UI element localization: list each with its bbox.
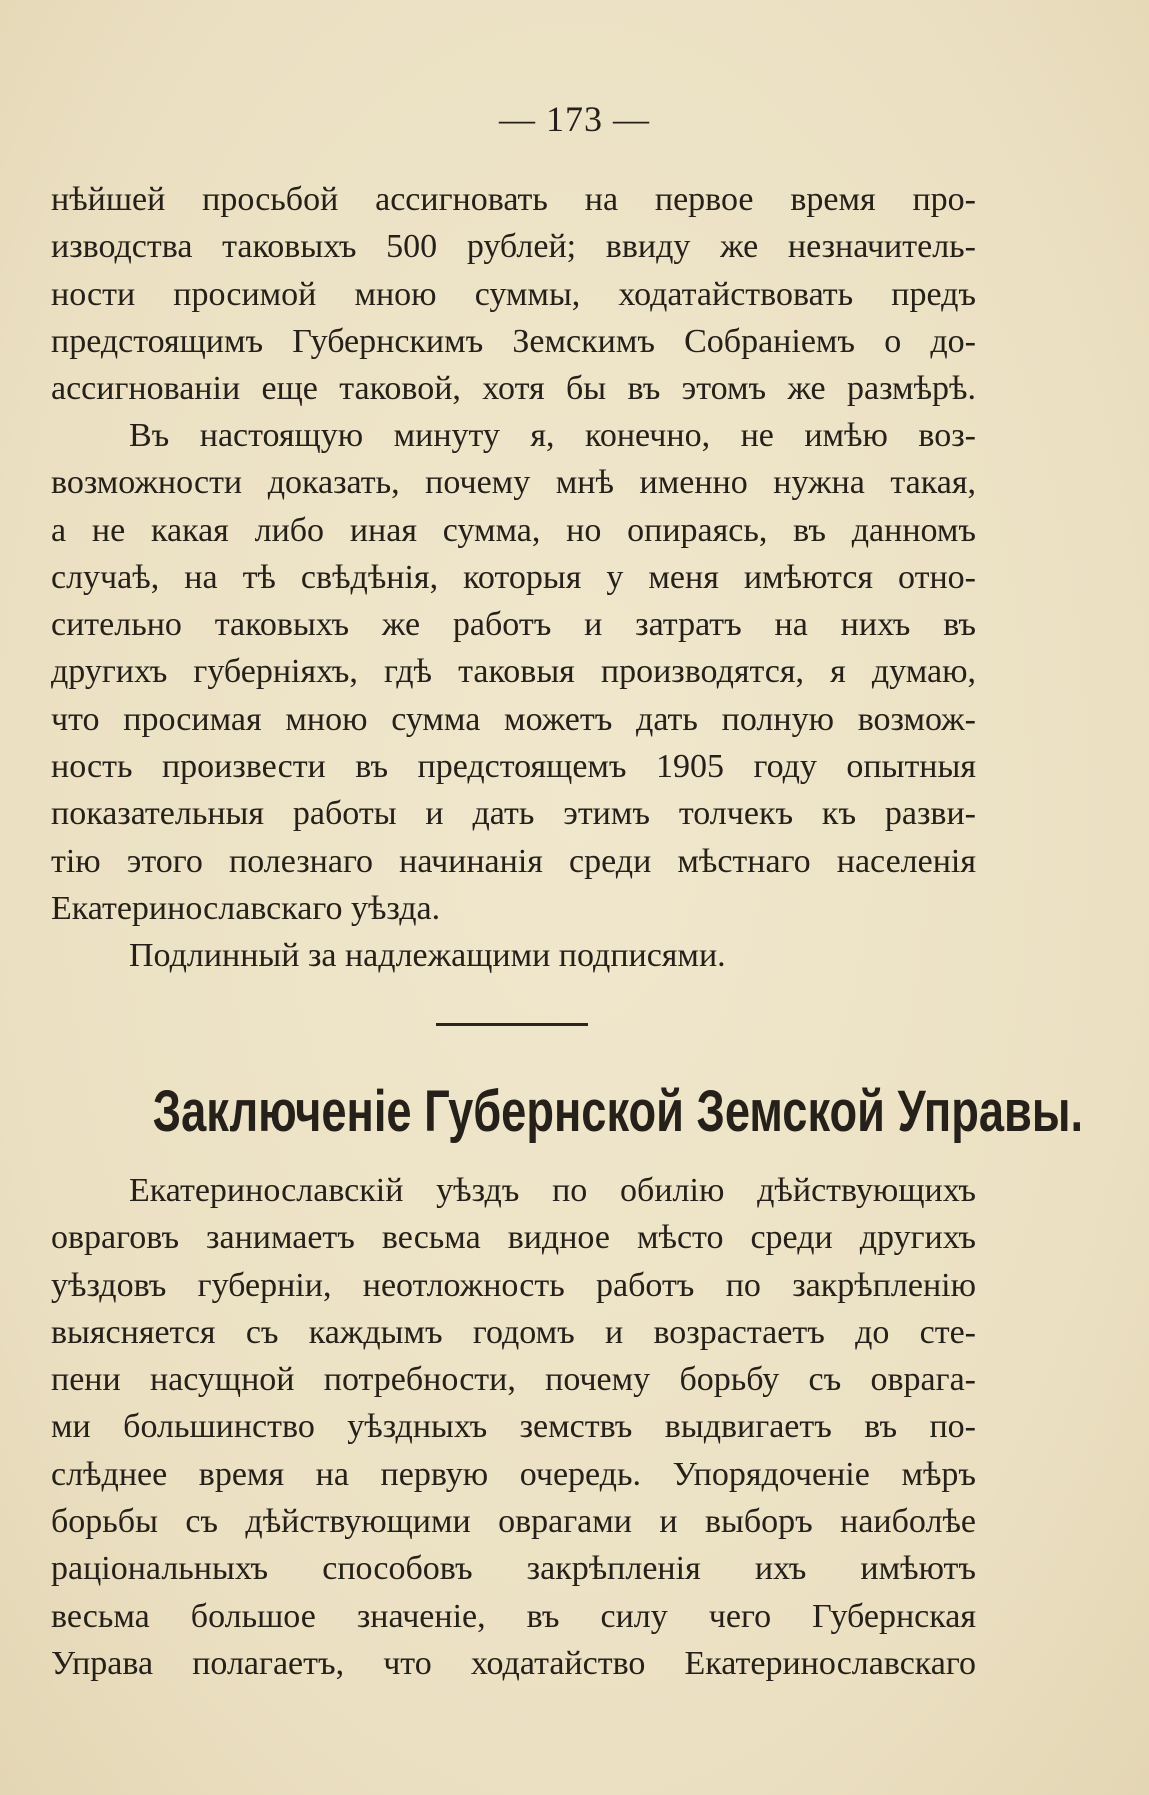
section-heading: Заключеніе Губернской Земской Управы.	[152, 1079, 1084, 1144]
text-line: изводства таковыхъ 500 рублей; ввиду же незначитель-	[51, 228, 976, 266]
paragraph-conclusion	[51, 1167, 976, 1687]
text-line: ности просимой мною суммы, ходатайствовать предъ	[51, 275, 976, 313]
paragraph-body	[51, 412, 976, 932]
text-line: ми большинство уѣздныхъ земствъ выдвигаетъ въ по-	[51, 1408, 976, 1446]
text-line: предстоящимъ Губернскимъ Земскимъ Собраніемъ о до-	[51, 322, 976, 360]
paragraph-continuation	[51, 176, 976, 412]
text-line: тію этого полезнаго начинанія среди мѣстнаго населенія	[51, 842, 976, 880]
text-line: раціональныхъ способовъ закрѣпленія ихъ имѣютъ	[51, 1550, 976, 1588]
text-line: пени насущной потребности, почему борьбу съ оврага-	[51, 1361, 976, 1399]
signature-note	[51, 932, 976, 979]
text-line: Екатеринославскаго уѣзда.	[51, 889, 441, 927]
text-line: Въ настоящую минуту я, конечно, не имѣю воз-	[129, 417, 976, 454]
text-line: Управа полагаетъ, что ходатайство Екатеринославскаго	[51, 1644, 976, 1682]
text-line: ность произвести въ предстоящемъ 1905 году опытныя	[51, 748, 976, 786]
text-line: выясняется съ каждымъ годомъ и возрастаетъ до сте-	[51, 1313, 976, 1351]
text-line: слѣднее время на первую очередь. Упорядоченіе мѣръ	[51, 1455, 976, 1493]
text-line: весьма большое значеніе, въ силу чего Губернская	[51, 1597, 976, 1635]
page-number: — 173 —	[499, 99, 650, 139]
text-line: что просимая мною сумма можетъ дать полную возмож-	[51, 700, 976, 738]
text-line: уѣздовъ губерніи, неотложность работъ по закрѣпленію	[51, 1266, 976, 1304]
text-line: возможности доказать, почему мнѣ именно нужна такая,	[51, 464, 976, 502]
text-line: сительно таковыхъ же работъ и затратъ на нихъ въ	[51, 606, 976, 644]
section-divider	[436, 1023, 588, 1026]
text-line: показательныя работы и дать этимъ толчекъ къ разви-	[51, 795, 976, 833]
text-line: а не какая либо иная сумма, но опираясь, въ данномъ	[51, 511, 976, 549]
text-line: овраговъ занимаетъ весьма видное мѣсто среди другихъ	[51, 1219, 976, 1257]
text-line: нѣйшей просьбой ассигновать на первое время про-	[51, 181, 976, 218]
text-line: случаѣ, на тѣ свѣдѣнія, которыя у меня имѣются отно-	[51, 558, 976, 596]
text-line: Подлинный за надлежащими подписями.	[129, 937, 726, 974]
text-line: другихъ губерніяхъ, гдѣ таковыя производятся, я думаю,	[51, 653, 976, 691]
text-line: ассигнованіи еще таковой, хотя бы въ этомъ же размѣрѣ.	[51, 370, 976, 408]
text-line: борьбы съ дѣйствующими оврагами и выборъ наиболѣе	[51, 1503, 976, 1541]
text-line: Екатеринославскій уѣздъ по обилію дѣйствующихъ	[129, 1172, 976, 1209]
